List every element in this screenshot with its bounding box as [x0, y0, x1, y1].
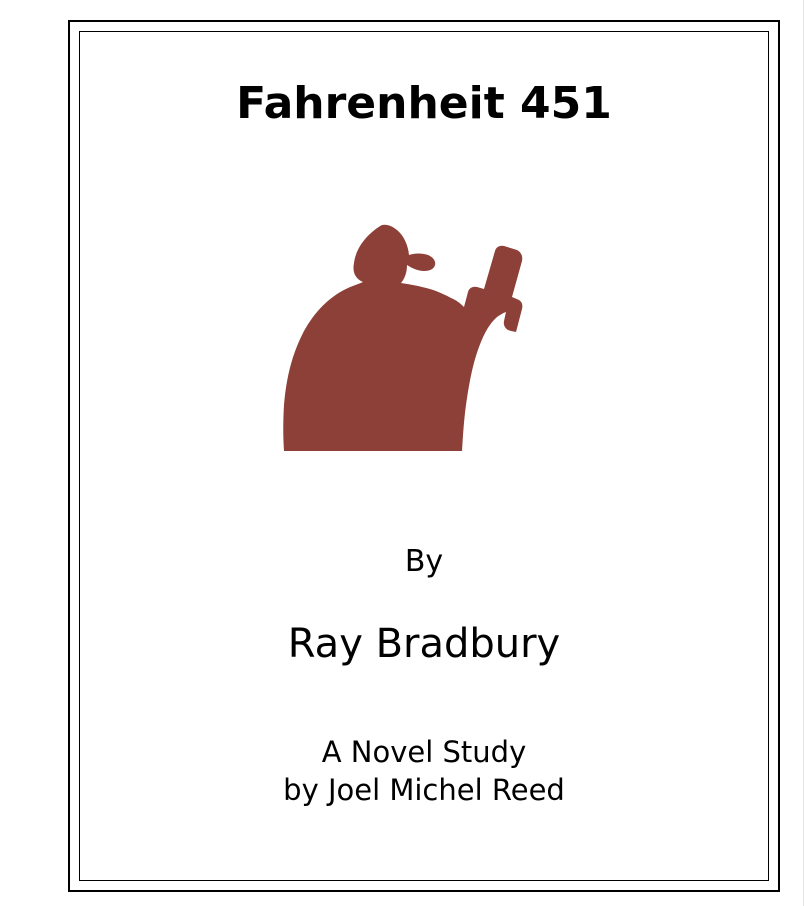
subtitle-line-2: by Joel Michel Reed — [283, 773, 565, 808]
author-name: Ray Bradbury — [287, 621, 561, 667]
book-title: Fahrenheit 451 — [236, 78, 612, 129]
page-border-outer — [68, 20, 780, 892]
by-label: By — [404, 544, 444, 579]
subtitle-block — [283, 733, 565, 810]
fireman-with-axe-silhouette-icon — [264, 199, 584, 474]
title-page-content — [70, 22, 778, 890]
subtitle-line-1: A Novel Study — [321, 735, 527, 769]
